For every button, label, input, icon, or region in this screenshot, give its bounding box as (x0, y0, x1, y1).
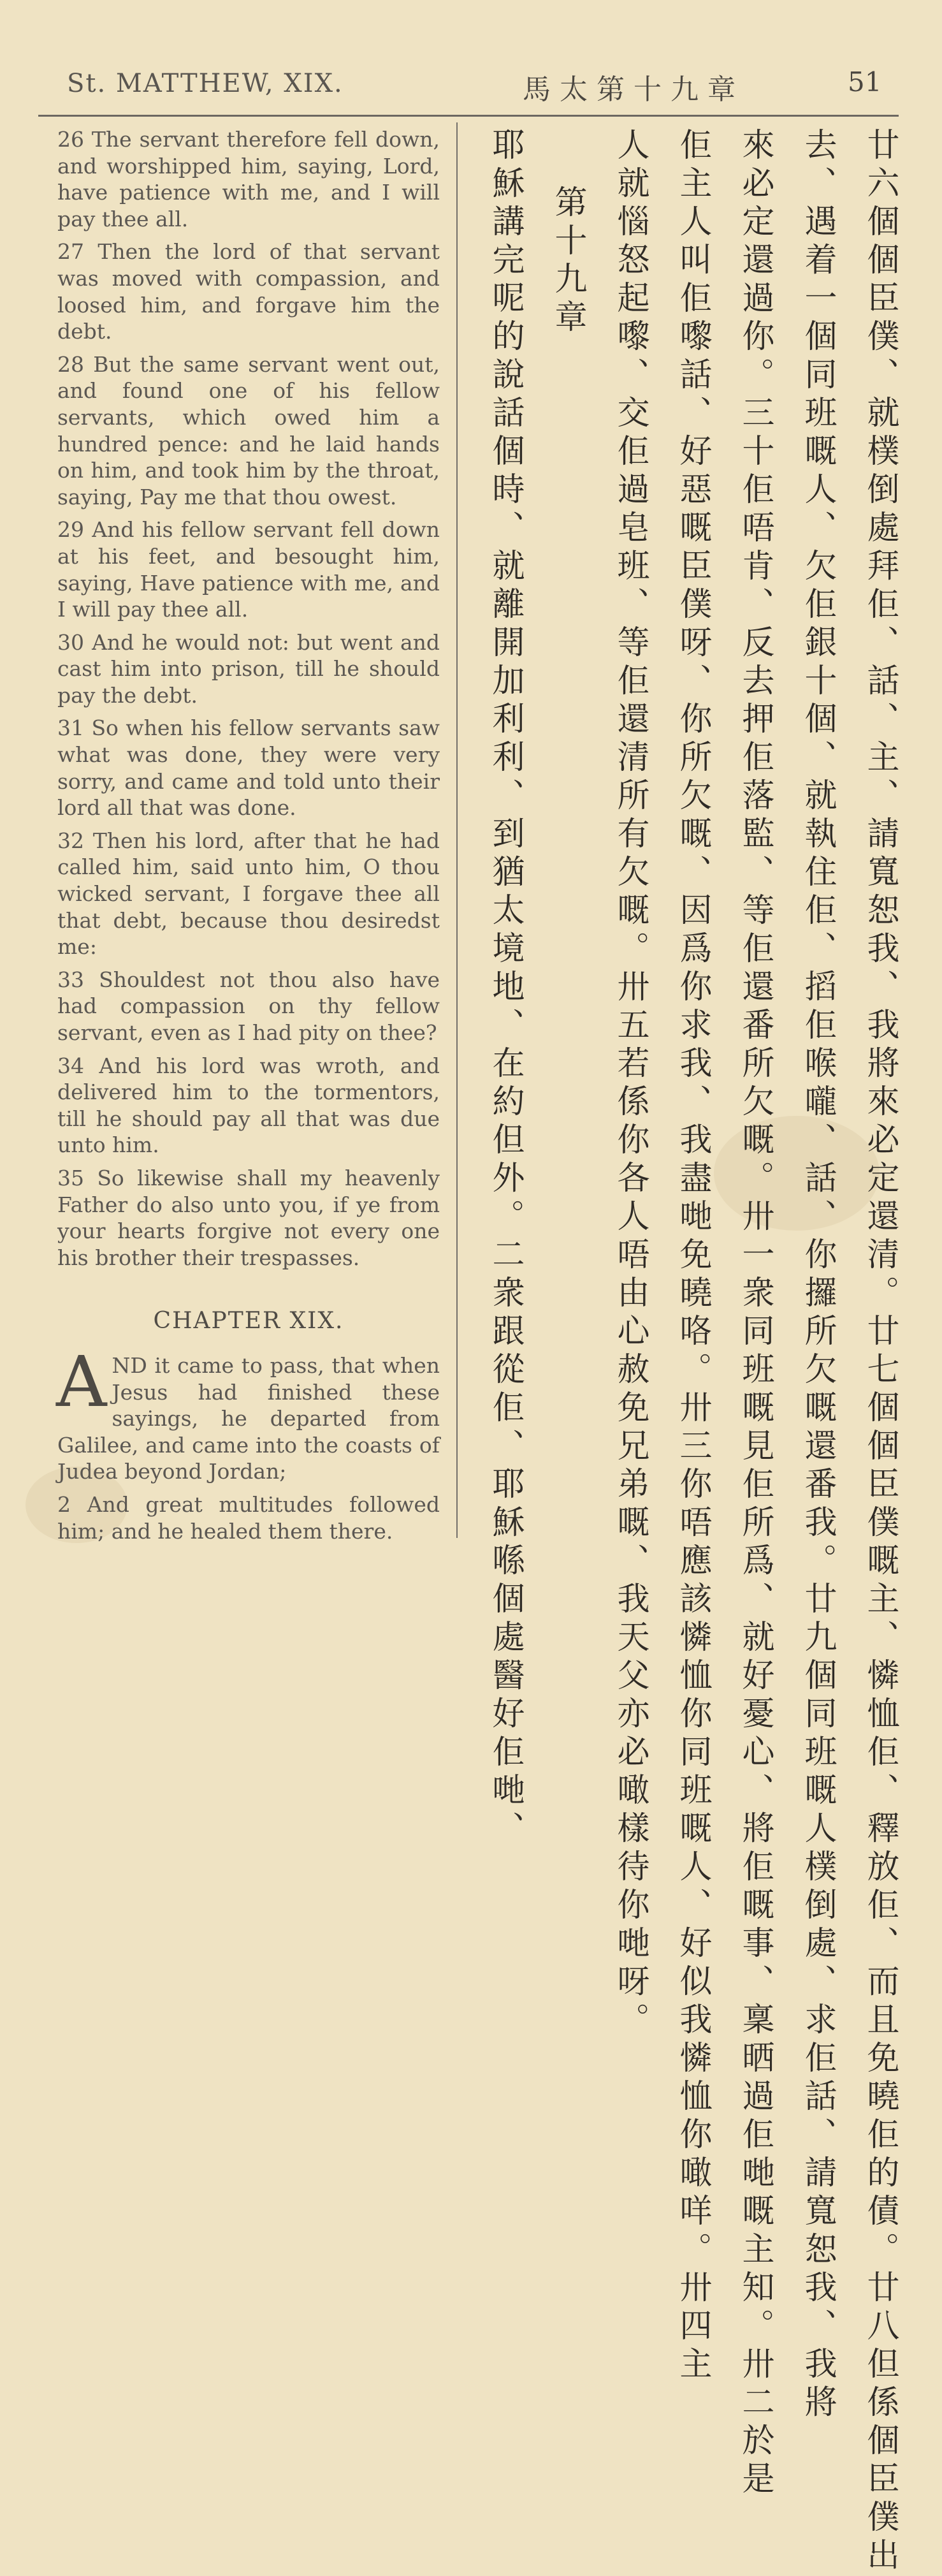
verse-number: 35 (57, 1165, 84, 1190)
chinese-column-2: 去、遇着一個同班嘅人、欠佢銀十個、就執住佢、搯佢喉嚨、話、你攞所欠嘅還番我。廿九個同班嘅人樸倒處、求佢話、請寬恕我、我將 (799, 128, 836, 2423)
verse-number: 33 (57, 967, 84, 992)
running-head-chinese: 馬太第十九章 (523, 73, 744, 106)
chapter-19-verse-2 (57, 1491, 440, 1544)
verse-27 (57, 238, 440, 344)
verse-number: 34 (57, 1053, 84, 1078)
verse-30 (57, 629, 440, 709)
chinese-column-5: 人就惱怒起嚟、交佢過皂班、等佢還清所有欠嘅。卅五若係你各人唔由心赦免兄弟嘅、我天父亦必噉樣待你哋呀。 (611, 128, 649, 2040)
verse-35 (57, 1165, 440, 1271)
chinese-chapter-heading: 第十九章 (549, 185, 586, 338)
verse-29 (57, 516, 440, 622)
drop-cap: A (56, 1340, 107, 1423)
verse-number: 27 (57, 239, 84, 265)
verse-number: 2 (57, 1491, 71, 1517)
verse-33 (57, 967, 440, 1046)
verse-number: 28 (57, 351, 84, 377)
verse-text: ND it came to pass, that when Jesus had finished these sayings, he departed from Galilee, and came into the coasts of Judea beyond Jordan; (57, 1352, 440, 1484)
verse-32 (57, 828, 440, 960)
verse-26 (57, 126, 440, 232)
verse-text: Then his lord, after that he had called him, said unto him, O thou wicked servant, I forgave thee all that debt, because thou desiredst me: (57, 828, 440, 960)
verse-text: Shouldest not thou also have had compassion on thy fellow servant, even as I had pity on thee? (57, 967, 440, 1045)
verse-number: 32 (57, 828, 84, 853)
verse-text: And his fellow servant fell down at his feet, and besought him, saying, Have patience with me, and I will pay thee all. (57, 517, 440, 622)
column-divider (456, 122, 458, 1538)
english-column (57, 126, 440, 1551)
page-number: 51 (848, 66, 882, 98)
verse-text: But the same servant went out, and found one of his fellow servants, which owed him a hundred pence: and he laid hands on him, and took him by the throat, saying, Pay me that thou owest. (57, 351, 440, 509)
verse-text: Then the lord of that servant was moved with compassion, and loosed him, and forgave him the debt. (57, 239, 440, 344)
running-head-english: St. MATTHEW, XIX. (67, 69, 344, 98)
chinese-column-4: 佢主人叫佢嚟話、好惡嘅臣僕呀、你所欠嘅、因爲你求我、我盡哋免曉咯。卅三你唔應該憐恤你同班嘅人、好似我憐恤你噉咩。卅四主 (674, 128, 711, 2385)
verse-number: 26 (57, 127, 84, 152)
header-rule (38, 115, 899, 117)
chinese-column-1: 廿六個個臣僕、就樸倒處拜佢、話、主、請寬恕我、我將來必定還清。廿七個個臣僕嘅主、憐恤佢、釋放佢、而且免曉佢的債。廿八但係個臣僕出 (861, 128, 899, 2576)
verse-number: 30 (57, 629, 84, 655)
verse-number: 31 (57, 715, 84, 741)
chinese-column-3: 來必定還過你。三十佢唔肯、反去押佢落監、等佢還番所欠嘅。卅一衆同班嘅見佢所爲、就好憂心、將佢嘅事、稟晒過佢哋嘅主知。卅二於是 (736, 128, 774, 2499)
verse-31 (57, 715, 440, 821)
chinese-column-7: 耶穌講完呢的說話個時、就離開加利利、到猶太境地、在約但外。二衆跟從佢、耶穌喺個處醫好佢哋、 (486, 128, 524, 1849)
verse-text: So when his fellow servants saw what was done, they were very sorry, and came and told unto their lord all that was done. (57, 715, 440, 821)
verse-28 (57, 351, 440, 511)
verse-34 (57, 1053, 440, 1159)
verse-number: 29 (57, 517, 84, 543)
chapter-19-verse-1 (56, 1340, 440, 1485)
verse-text: And his lord was wroth, and delivered him to the tormentors, till he should pay all that was due unto him. (57, 1053, 440, 1158)
chapter-title: CHAPTER XIX. (153, 1308, 344, 1335)
verse-text: And great multitudes followed him; and he healed them there. (57, 1491, 440, 1544)
chinese-column-block (465, 128, 899, 2576)
verse-text: The servant therefore fell down, and worshipped him, saying, Lord, have patience with me, and I will pay thee all. (57, 127, 440, 231)
verse-text: And he would not: but went and cast him into prison, till he should pay the debt. (57, 629, 440, 708)
verse-text: So likewise shall my heavenly Father do also unto you, if ye from your hearts forgive not every one his brother their trespasses. (57, 1165, 440, 1270)
